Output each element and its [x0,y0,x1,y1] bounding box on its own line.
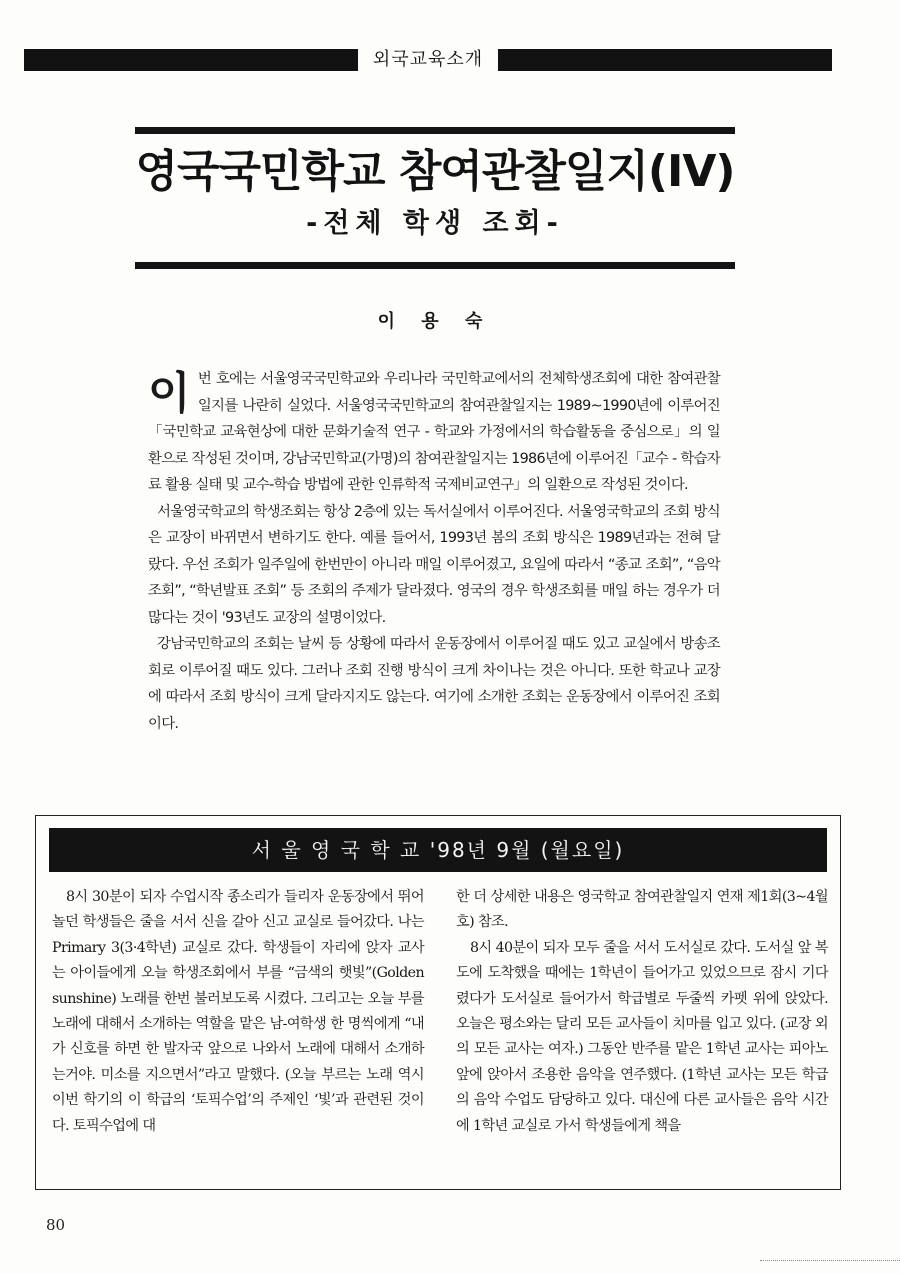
title-rule-top [135,127,735,134]
drop-cap: 이 [148,368,190,419]
intro-paragraph-3: 강남국민학교의 조회는 날씨 등 상황에 따라서 운동장에서 이루어질 때도 있고 교실에서 방송조회로 이루어질 때도 있다. 그러나 조회 진행 방식이 크게 차이나는 것은 아니다. 또한 학교나 교장에 따라서 조회 방식이 크게 달라지지도 않는다. 여기에 소개한 조회는 운동장에서 이루어진 조회이다. [148,636,720,732]
observation-heading: 서 울 영 국 학 교 '98년 9월 (월요일) [49,828,827,872]
intro-paragraph-2: 서울영국학교의 학생조회는 항상 2층에 있는 독서실에서 이루어진다. 서울영국학교의 조회 방식은 교장이 바뀌면서 변하기도 한다. 예를 들어서, 1993년 봄의 조회 방식은 1989년과는 전혀 달랐다. 우선 조회가 일주일에 한번만이 아니라 매일 이루어졌고, 요일에 따라서 “종교 조회”, “음악 조회”, “학년발표 조회” 등 조회의 주제가 달라졌다. 영국의 경우 학생조회를 매일 하는 경우가 더 많다는 것이 '93년도 교장의 설명이었다. [148,503,720,626]
corner-rule [760,1260,900,1262]
article-title: 영국국민학교 참여관찰일지(IV) [135,146,735,197]
page-number: 80 [46,1216,66,1234]
title-rule-bottom [135,262,735,269]
intro-text [148,366,720,737]
intro-paragraph-1-text: 번 호에는 서울영국국민학교와 우리나라 국민학교에서의 전체학생조회에 대한 참여관찰일지를 나란히 실었다. 서울영국국민학교의 참여관찰일지는 1989∼1990년에 이루어진「국민학교 교육현상에 대한 문화기술적 연구 - 학교와 가정에서의 학습활동을 중심으로」의 일환으로 작성된 것이며, 강남국민학교(가명)의 참여관찰일지는 1986년에 이루어진「교수 - 학습자료 활용 실태 및 교수-학습 방법에 관한 인류학적 국제비교연구」의 일환으로 작성된 것이다. [148,371,720,493]
observation-paragraph-continued: 한 더 상세한 내용은 영국학교 참여관찰일지 연재 제1회(3∼4월호) 참조. [456,889,828,931]
intro-paragraph-1 [148,366,720,499]
observation-paragraph-1: 8시 30분이 되자 수업시작 종소리가 들리자 운동장에서 뛰어놀던 학생들은 줄을 서서 신을 갈아 신고 교실로 들어갔다. 나는 Primary 3(3·4학년) 교실로 갔다. 학생들이 자리에 앉자 교사는 아이들에게 오늘 학생조회에서 부를 “금색의 햇빛”(Golden sunshine) 노래를 한번 불러보도록 시켰다. 그리고는 오늘 부를 노래에 대해서 소개하는 역할을 맡은 남-여학생 한 명씩에게 “내가 신호를 하면 한 발자국 앞으로 나와서 노래에 대해서 소개하는거야. 미소를 지으면서”라고 말했다. (오늘 부르는 노래 역시 이번 학기의 이 학급의 ‘토픽수업’의 주제인 ‘빛’과 관련된 것이다. 토픽수업에 대 [52,889,424,1134]
section-label: 외국교육소개 [358,46,498,74]
author-name: 이 용 숙 [377,311,493,332]
article-subtitle: -전체 학생 조회- [306,208,564,239]
observation-column-right [456,885,828,1139]
observation-paragraph-2: 8시 40분이 되자 모두 줄을 서서 도서실로 갔다. 도서실 앞 복도에 도착했을 때에는 1학년이 들어가고 있었으므로 잠시 기다렸다가 도서실로 들어가서 학급별로 두줄씩 카펫 위에 앉았다. 오늘은 평소와는 달리 모든 교사들이 치마를 입고 있다. (교장 외의 모든 교사는 여자.) 그동안 반주를 맡은 1학년 교사는 피아노 앞에 앉아서 조용한 음악을 연주했다. (1학년 교사는 모든 학급의 음악 수업도 담당하고 있다. 대신에 다른 교사들은 음악 시간에 1학년 교실로 가서 학생들에게 책을 [456,939,828,1134]
observation-column-left [52,885,424,1139]
